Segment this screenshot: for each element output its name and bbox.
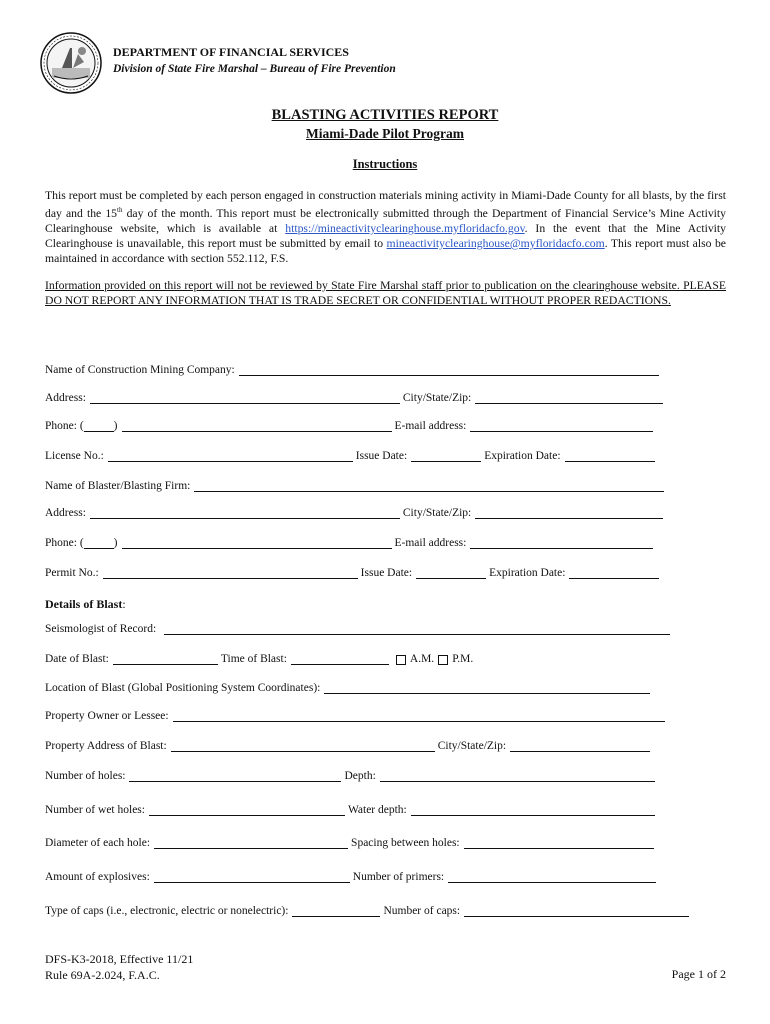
blaster-address-field[interactable] [90,507,400,519]
details-heading-text: Details of Blast [45,597,123,611]
num-holes-label: Number of holes: [45,770,126,782]
depth-label: Depth: [344,770,376,782]
blaster-firm-row [45,480,667,492]
license-issue-date-label: Issue Date: [355,450,408,462]
details-colon: : [122,597,126,611]
confidentiality-notice: Information provided on this report will not be reviewed by State Fire Marshal staff prior to publication on the clearinghouse website. PLEASE DO NOT REPORT ANY INFORMATION THAT IS TRADE SECRET OR CONFIDENTIAL WITHOUT PROPER REDACTIONS. [45,279,726,307]
permit-no-field[interactable] [103,567,358,579]
num-holes-field[interactable] [129,770,341,782]
license-expiration-label: Expiration Date: [484,450,561,462]
property-address-label: Property Address of Blast: [45,740,167,752]
spacing-label: Spacing between holes: [351,837,460,849]
property-address-field[interactable] [171,740,435,752]
blaster-phone-field[interactable] [122,537,392,549]
company-email-field[interactable] [470,420,653,432]
diameter-row [45,837,657,849]
license-no-field[interactable] [108,450,353,462]
time-of-blast-field[interactable] [291,653,389,665]
amount-explosives-field[interactable] [154,871,350,883]
date-time-row [45,653,473,665]
num-caps-field[interactable] [464,905,689,917]
company-email-label: E-mail address: [394,420,467,432]
amount-explosives-label: Amount of explosives: [45,871,150,883]
time-of-blast-label: Time of Blast: [220,653,287,665]
company-address-label: Address: [45,392,86,404]
date-of-blast-label: Date of Blast: [45,653,109,665]
blaster-address-row [45,507,666,519]
seismologist-row [45,623,673,635]
blaster-area-code-field[interactable] [84,537,114,549]
pm-label: P.M. [452,653,474,665]
ordinal-suffix: th [117,206,123,214]
spacing-field[interactable] [464,837,654,849]
permit-no-label: Permit No.: [45,567,99,579]
company-name-field[interactable] [239,364,659,376]
permit-row [45,567,662,579]
company-address-field[interactable] [90,392,400,404]
property-city-field[interactable] [510,740,650,752]
property-city-label: City/State/Zip: [437,740,507,752]
seismologist-field[interactable] [164,623,670,635]
company-address-row [45,392,666,404]
department-name: DEPARTMENT OF FINANCIAL SERVICES [113,45,349,59]
instructions-text-1: This report must be completed by each person engaged in construction materials mining activity in Miami-Dade County for all blasts, by the first day and the 15 [45,189,726,220]
water-depth-field[interactable] [411,804,655,816]
num-wet-holes-field[interactable] [149,804,345,816]
report-title: BLASTING ACTIVITIES REPORT [271,107,499,123]
seismologist-label: Seismologist of Record: [45,623,157,635]
clearinghouse-email-link[interactable]: mineactivityclearinghouse@myfloridacfo.com [386,236,605,250]
license-issue-date-field[interactable] [411,450,481,462]
instructions-heading: Instructions [352,157,418,171]
company-city-field[interactable] [475,392,663,404]
blaster-firm-label: Name of Blaster/Blasting Firm: [45,480,191,492]
details-heading [45,597,126,612]
water-depth-label: Water depth: [347,804,407,816]
pm-checkbox-icon[interactable] [438,655,448,665]
company-phone-row [45,420,656,432]
company-phone-field[interactable] [122,420,392,432]
num-primers-label: Number of primers: [352,871,445,883]
type-caps-field[interactable] [292,905,380,917]
blaster-phone-row [45,537,656,549]
num-primers-field[interactable] [448,871,656,883]
num-caps-label: Number of caps: [383,905,461,917]
blaster-phone-label: Phone: ( [45,537,84,549]
property-owner-field[interactable] [173,710,665,722]
state-seal-icon [40,32,102,94]
instructions-text-3: . In the event that the Mine Activity Clearinghouse is unavailable, this report must be submitted by email to [45,221,726,250]
company-name-label: Name of Construction Mining Company: [45,364,235,376]
instructions-text-4: . This report must also be maintained in accordance with section 552.112, F.S. [45,236,726,265]
company-area-code-field[interactable] [84,420,114,432]
blaster-firm-field[interactable] [194,480,664,492]
instructions-paragraph [45,188,726,266]
type-caps-label: Type of caps (i.e., electronic, electric or nonelectric): [45,905,289,917]
am-label: A.M. [409,653,435,665]
company-phone-label: Phone: ( [45,420,84,432]
property-owner-row [45,710,668,722]
license-row [45,450,658,462]
blaster-email-field[interactable] [470,537,653,549]
permit-expiration-label: Expiration Date: [489,567,566,579]
page-number: Page 1 of 2 [671,967,726,981]
blaster-city-label: City/State/Zip: [402,507,472,519]
rule-reference: Rule 69A-2.024, F.A.C. [45,968,160,982]
location-row [45,682,653,694]
company-name-row [45,364,662,376]
program-title: Miami-Dade Pilot Program [306,126,464,141]
diameter-field[interactable] [154,837,348,849]
permit-issue-date-label: Issue Date: [360,567,413,579]
location-field[interactable] [324,682,650,694]
explosives-row [45,871,659,883]
num-wet-holes-label: Number of wet holes: [45,804,145,816]
diameter-label: Diameter of each hole: [45,837,151,849]
property-owner-label: Property Owner or Lessee: [45,710,169,722]
blaster-city-field[interactable] [475,507,663,519]
license-expiration-field[interactable] [565,450,655,462]
location-label: Location of Blast (Global Positioning System Coordinates): [45,682,321,694]
division-name: Division of State Fire Marshal – Bureau of Fire Prevention [113,63,396,75]
form-id: DFS-K3-2018, Effective 11/21 [45,952,194,966]
instructions-text-2: day of the month. This report must be electronically submitted through the Department of Financial Service’s Mine Activity Clearinghouse website, which is available at [45,206,727,235]
blaster-email-label: E-mail address: [394,537,467,549]
am-checkbox-icon[interactable] [396,655,406,665]
date-of-blast-field[interactable] [113,653,218,665]
permit-expiration-field[interactable] [569,567,659,579]
blaster-address-label: Address: [45,507,86,519]
holes-row [45,770,658,782]
caps-row [45,905,692,917]
phone-close-paren: ) [113,420,118,432]
clearinghouse-website-link[interactable]: https://mineactivityclearinghouse.myfloridacfo.gov [285,221,525,235]
property-address-row [45,740,653,752]
depth-field[interactable] [380,770,655,782]
company-city-label: City/State/Zip: [402,392,472,404]
permit-issue-date-field[interactable] [416,567,486,579]
license-no-label: License No.: [45,450,104,462]
footer [45,951,193,983]
phone-close-paren: ) [113,537,118,549]
wet-holes-row [45,804,658,816]
